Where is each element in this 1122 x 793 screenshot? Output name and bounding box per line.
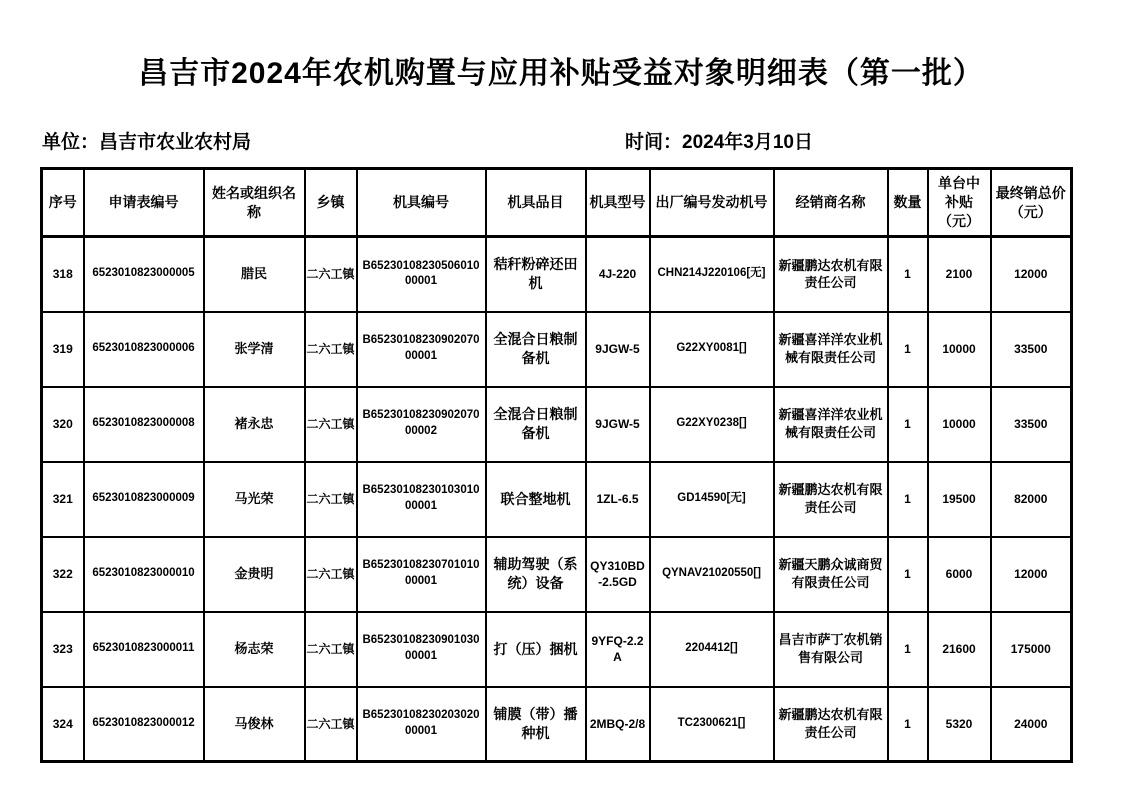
table-cell: 6523010823000011 xyxy=(84,612,204,687)
unit-label: 单位：昌吉市农业农村局 xyxy=(42,132,252,153)
table-row xyxy=(42,387,1072,462)
table-cell: B6523010823010301000001 xyxy=(357,462,486,537)
column-header: 经销商名称 xyxy=(774,169,888,237)
table-cell: 9JGW-5 xyxy=(586,312,650,387)
table-cell: 新疆天鹏众诚商贸有限责任公司 xyxy=(774,537,888,612)
table-cell: B6523010823090207000002 xyxy=(357,387,486,462)
column-header: 单台中补贴（元） xyxy=(928,169,991,237)
table-cell: 9YFQ-2.2A xyxy=(586,612,650,687)
table-cell: CHN214J220106[无] xyxy=(650,237,774,312)
table-cell: 1ZL-6.5 xyxy=(586,462,650,537)
table-cell: 马光荣 xyxy=(204,462,305,537)
table-cell: GD14590[无] xyxy=(650,462,774,537)
column-header: 姓名或组织名称 xyxy=(204,169,305,237)
table-cell: 10000 xyxy=(928,312,991,387)
subsidy-detail-table xyxy=(40,167,1073,763)
table-cell: 昌吉市萨丁农机销售有限公司 xyxy=(774,612,888,687)
page-title: 昌吉市2024年农机购置与应用补贴受益对象明细表（第一批） xyxy=(138,57,984,90)
table-cell: 6000 xyxy=(928,537,991,612)
table-cell: 319 xyxy=(42,312,84,387)
date-label: 时间：2024年3月10日 xyxy=(625,132,813,153)
table-cell: 新疆喜洋洋农业机械有限责任公司 xyxy=(774,387,888,462)
table-cell: 9JGW-5 xyxy=(586,387,650,462)
table-cell: QY310BD-2.5GD xyxy=(586,537,650,612)
table-cell: QYNAV21020550[] xyxy=(650,537,774,612)
table-cell: 1 xyxy=(888,462,928,537)
table-row xyxy=(42,462,1072,537)
table-cell: G22XY0081[] xyxy=(650,312,774,387)
table-cell: 二六工镇 xyxy=(305,312,357,387)
table-cell: 1 xyxy=(888,312,928,387)
table-body xyxy=(42,237,1072,762)
table-cell: 二六工镇 xyxy=(305,462,357,537)
table-cell: 175000 xyxy=(991,612,1072,687)
table-cell: 二六工镇 xyxy=(305,687,357,762)
table-cell: 33500 xyxy=(991,387,1072,462)
table-cell: 秸秆粉碎还田机 xyxy=(486,237,586,312)
table-cell: 320 xyxy=(42,387,84,462)
table-cell: 1 xyxy=(888,612,928,687)
table-cell: 6523010823000005 xyxy=(84,237,204,312)
table-cell: 12000 xyxy=(991,537,1072,612)
table-cell: 19500 xyxy=(928,462,991,537)
table-cell: B6523010823050601000001 xyxy=(357,237,486,312)
table-cell: 1 xyxy=(888,537,928,612)
table-cell: 6523010823000008 xyxy=(84,387,204,462)
table-cell: 1 xyxy=(888,237,928,312)
table-cell: 全混合日粮制备机 xyxy=(486,387,586,462)
table-cell: 33500 xyxy=(991,312,1072,387)
table-cell: 二六工镇 xyxy=(305,387,357,462)
table-cell: B6523010823090103000001 xyxy=(357,612,486,687)
table-row xyxy=(42,312,1072,387)
column-header: 出厂编号发动机号 xyxy=(650,169,774,237)
table-cell: 辅助驾驶（系统）设备 xyxy=(486,537,586,612)
table-cell: 张学清 xyxy=(204,312,305,387)
table-cell: 6523010823000009 xyxy=(84,462,204,537)
column-header: 申请表编号 xyxy=(84,169,204,237)
column-header: 机具编号 xyxy=(357,169,486,237)
table-row xyxy=(42,537,1072,612)
table-row xyxy=(42,237,1072,312)
column-header: 机具型号 xyxy=(586,169,650,237)
table-head xyxy=(42,169,1072,237)
table-cell: 全混合日粮制备机 xyxy=(486,312,586,387)
table-cell: 新疆鹏达农机有限责任公司 xyxy=(774,687,888,762)
column-header: 最终销总价（元） xyxy=(991,169,1072,237)
table-cell: 新疆喜洋洋农业机械有限责任公司 xyxy=(774,312,888,387)
table-cell: 324 xyxy=(42,687,84,762)
table-cell: B6523010823070101000001 xyxy=(357,537,486,612)
table-cell: 1 xyxy=(888,687,928,762)
table-cell: 323 xyxy=(42,612,84,687)
meta-row xyxy=(0,127,1122,153)
table-cell: 6523010823000006 xyxy=(84,312,204,387)
table-cell: 82000 xyxy=(991,462,1072,537)
table-cell: 褚永忠 xyxy=(204,387,305,462)
table-cell: 12000 xyxy=(991,237,1072,312)
table-cell: 联合整地机 xyxy=(486,462,586,537)
table-cell: 2204412[] xyxy=(650,612,774,687)
table-cell: 24000 xyxy=(991,687,1072,762)
column-header: 数量 xyxy=(888,169,928,237)
table-cell: TC2300621[] xyxy=(650,687,774,762)
column-header: 乡镇 xyxy=(305,169,357,237)
table-cell: 2100 xyxy=(928,237,991,312)
table-cell: 马俊林 xyxy=(204,687,305,762)
table-cell: 铺膜（带）播种机 xyxy=(486,687,586,762)
column-header: 机具品目 xyxy=(486,169,586,237)
table-cell: 二六工镇 xyxy=(305,237,357,312)
table-cell: 打（压）捆机 xyxy=(486,612,586,687)
table-cell: G22XY0238[] xyxy=(650,387,774,462)
table-cell: 金贵明 xyxy=(204,537,305,612)
table-cell: 二六工镇 xyxy=(305,537,357,612)
table-cell: 腊民 xyxy=(204,237,305,312)
table-cell: 321 xyxy=(42,462,84,537)
table-cell: 2MBQ-2/8 xyxy=(586,687,650,762)
table-cell: 二六工镇 xyxy=(305,612,357,687)
table-cell: 322 xyxy=(42,537,84,612)
table-cell: 杨志荣 xyxy=(204,612,305,687)
table-cell: 新疆鹏达农机有限责任公司 xyxy=(774,462,888,537)
table-cell: 6523010823000010 xyxy=(84,537,204,612)
table-row xyxy=(42,687,1072,762)
column-header: 序号 xyxy=(42,169,84,237)
table-cell: 1 xyxy=(888,387,928,462)
table-cell: 21600 xyxy=(928,612,991,687)
table-row xyxy=(42,612,1072,687)
table-cell: 新疆鹏达农机有限责任公司 xyxy=(774,237,888,312)
table-cell: B6523010823090207000001 xyxy=(357,312,486,387)
table-cell: 6523010823000012 xyxy=(84,687,204,762)
table-cell: 10000 xyxy=(928,387,991,462)
table-cell: 5320 xyxy=(928,687,991,762)
table-header-row xyxy=(42,169,1072,237)
table-cell: 318 xyxy=(42,237,84,312)
table-cell: B6523010823020302000001 xyxy=(357,687,486,762)
table-cell: 4J-220 xyxy=(586,237,650,312)
